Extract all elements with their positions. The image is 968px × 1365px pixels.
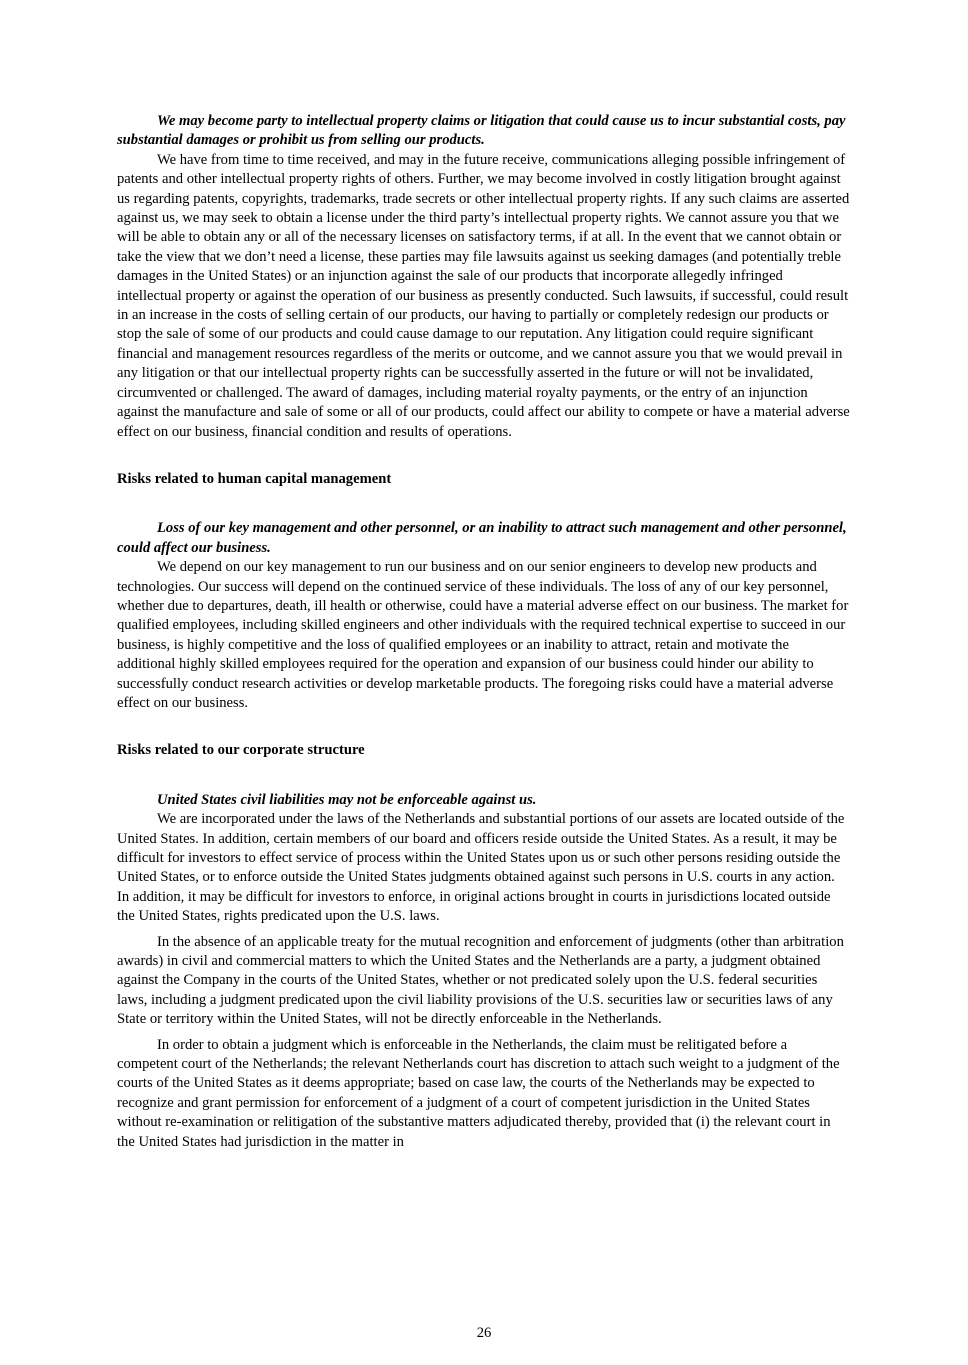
document-page <box>117 112 850 1152</box>
subheading-civil-liabilities: United States civil liabilities may not be enforceable against us. <box>157 791 537 808</box>
paragraph-incorporation: We are incorporated under the laws of the Netherlands and substantial portions of our assets are located outside of the United States. In addition, certain members of our board and officers reside outside the United States. As a result, it may be difficult for investors to effect service of process within the United States upon us or such other persons residing outside the United States, or to enforce outside the United States judgments obtained against such persons in U.S. courts in any action. In addition, it may be difficult for investors to enforce, in original actions brought in courts in jurisdictions located outside the United States, rights predicated upon the U.S. laws. <box>117 811 845 925</box>
paragraph-treaty-absence: In the absence of an applicable treaty for the mutual recognition and enforcement of judgments (other than arbitration awards) in civil and commercial matters to which the United States and the Netherlands are a party, a judgment obtained against the Company in the courts of the United States, whether or not predicated solely upon the U.S. federal securities laws, including a judgment predicated upon the civil liability provisions of the U.S. securities law or securities laws of any State or territory within the United States, will not be directly enforceable in the Netherlands. <box>117 933 844 1028</box>
subheading-ip-claims: We may become party to intellectual property claims or litigation that could cause us to incur substantial costs, pay substantial damages or prohibit us from selling our products. <box>117 113 846 149</box>
section-heading-corporate-structure: Risks related to our corporate structure <box>117 742 365 759</box>
subheading-key-personnel: Loss of our key management and other personnel, or an inability to attract such management and other personnel, could affect our business. <box>117 520 847 556</box>
paragraph-relitigation: In order to obtain a judgment which is enforceable in the Netherlands, the claim must be relitigated before a competent court of the Netherlands; the relevant Netherlands court has discretion to attach such weight to a judgment of the courts of the United States as it deems appropriate; based on case law, the courts of the Netherlands may be expected to recognize and grant permission for enforcement of a judgment of a court of competent jurisdiction in the United States without re-examination or relitigation of the substantive matters adjudicated thereby, provided that (i) the relevant court in the United States had jurisdiction in the matter in <box>117 1036 840 1150</box>
page-number: 26 <box>476 1325 492 1341</box>
paragraph-ip-claims: We have from time to time received, and may in the future receive, communications alleging possible infringement of patents and other intellectual property rights of others. Further, we may become involved in costly litigation brought against us regarding patents, copyrights, trademarks, trade secrets or other intellectual property rights. If any such claims are asserted against us, we may seek to obtain a license under the third party’s intellectual property rights. We cannot assure you that we will be able to obtain any or all of the necessary licenses on satisfactory terms, if at all. In the event that we cannot obtain or take the view that we don’t need a license, these parties may file lawsuits against us seeking damages (and potentially treble damages in the United States) or an injunction against the sale of our products that incorporate allegedly infringed intellectual property or against the operation of our business as presently conducted. Such lawsuits, if successful, could result in an increase in the costs of selling certain of our products, our having to partially or completely redesign our products or stop the sale of some of our products and could cause damage to our reputation. Any litigation could require significant financial and management resources regardless of the merits or outcome, and we cannot assure you that we would prevail in any litigation or that our intellectual property rights can be successfully asserted in the future or will not be invalidated, circumvented or challenged. The award of damages, including material royalty payments, or the entry of an injunction against the manufacture and sale of some or all of our products, could affect our ability to compete or have a material adverse effect on our business, financial condition and results of operations. <box>117 151 850 440</box>
paragraph-key-personnel: We depend on our key management to run our business and on our senior engineers to develop new products and technologies. Our success will depend on the continued service of these individuals. The loss of any of our key personnel, whether due to departures, death, ill health or otherwise, could have a material adverse effect on our business. The market for qualified employees, including skilled engineers and other individuals with the required technical expertise to succeed in our business, is highly competitive and the loss of qualified employees or an inability to attract, retain and motivate the additional highly skilled employees required for the operation and expansion of our business could hinder our ability to successfully conduct research activities or develop marketable products. The foregoing risks could have a material adverse effect on our business. <box>117 559 849 711</box>
section-heading-human-capital: Risks related to human capital management <box>117 470 392 487</box>
